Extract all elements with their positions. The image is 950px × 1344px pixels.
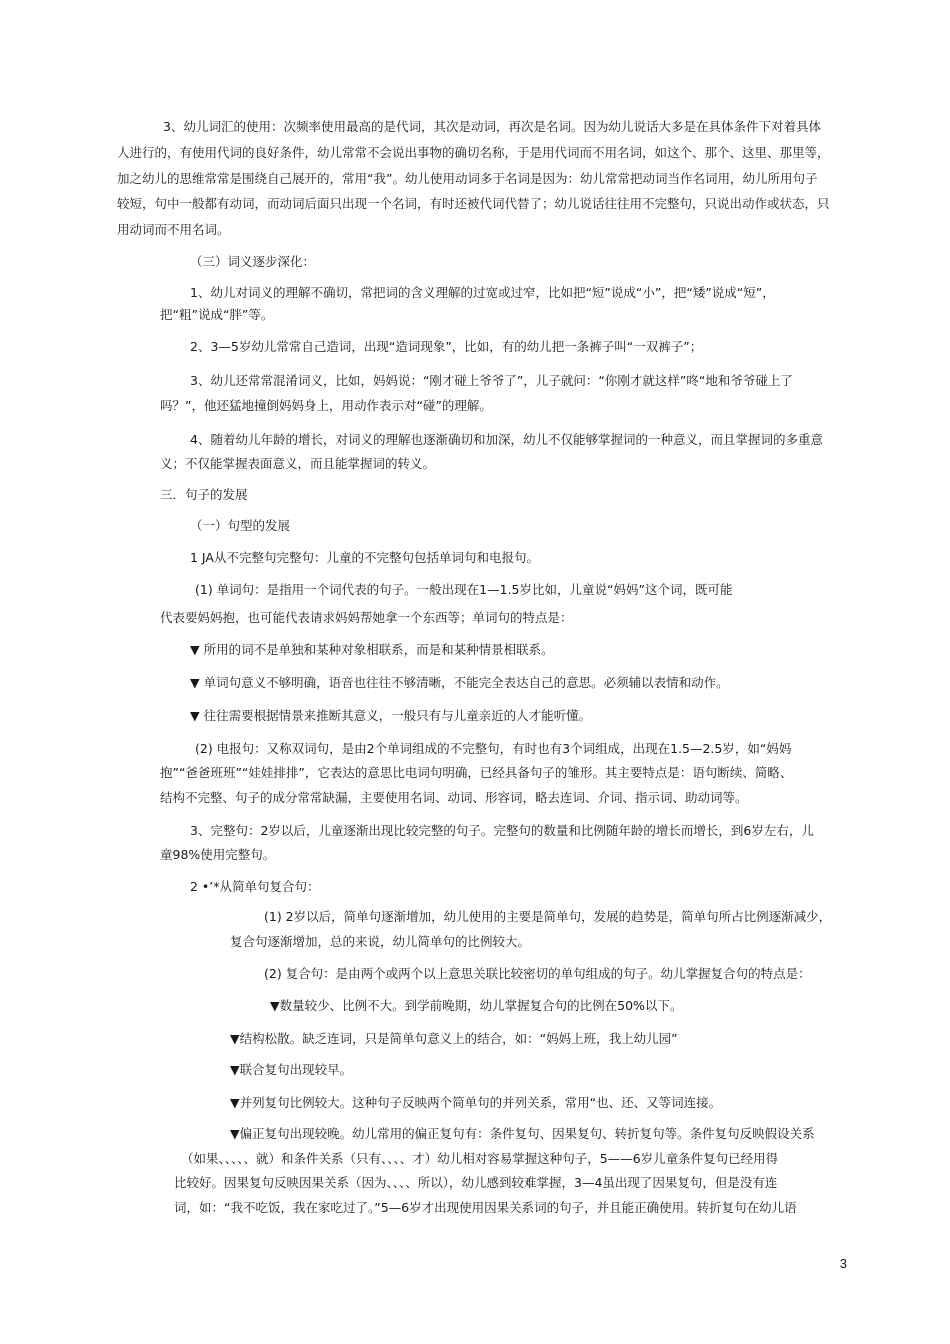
bullet-item: ▼偏正复句出现较晚。幼儿常用的偏正复句有：条件复句、因果复句、转折复句等。条件复句反映假设关系 <box>230 1126 815 1141</box>
text-line: 3、幼儿还常常混淆词义，比如，妈妈说：“刚才碰上爷爷了”，儿子就问：“你刚才就这样”咚“地和爷爷碰上了 <box>190 373 793 388</box>
text-line: 加之幼儿的思维常常是围绕自己展开的，常用“我”。幼儿使用动词多于名词是因为：幼儿常常把动词当作名词用，幼儿所用句子 <box>117 171 818 186</box>
text-line: 人进行的，有使用代词的良好条件，幼儿常常不会说出事物的确切名称，于是用代词而不用名词，如这个、那个、这里、那里等， <box>117 145 830 160</box>
text-line: 1、幼儿对词义的理解不确切，常把词的含义理解的过宽或过窄，比如把“短”说成“小”，把“矮”说成“短”， <box>190 285 775 300</box>
bullet-item: ▼ 单词句意义不够明确，语音也往往不够清晰，不能完全表达自己的意思。必须辅以表情和动作。 <box>190 675 729 690</box>
section-heading: 三．句子的发展 <box>160 487 248 502</box>
text-line: (1) 2岁以后，简单句逐渐增加，幼儿使用的主要是简单句，发展的趋势是，简单句所占比例逐渐减少， <box>264 909 832 924</box>
text-line: 比较好。因果复句反映因果关系（因为、、、、所以），幼儿感到较难掌握，3—4虽出现了因果复句，但是没有连 <box>174 1175 778 1190</box>
text-line: 较短，句中一般都有动词，而动词后面只出现一个名词，有时还被代词代替了；幼儿说话往往用不完整句，只说出动作或状态，只 <box>117 196 830 211</box>
section-heading: 2 •’*从简单句复合句： <box>190 879 320 894</box>
text-line: 3、完整句：2岁以后，儿童逐渐出现比较完整的句子。完整句的数量和比例随年龄的增长而增长，到6岁左右，儿 <box>190 823 814 838</box>
text-line: 结构不完整、句子的成分常常缺漏，主要使用名词、动词、形容词，略去连词、介词、指示词、助动词等。 <box>160 790 748 805</box>
text-line: 代表要妈妈抱，也可能代表请求妈妈帮她拿一个东西等；单词句的特点是： <box>160 610 573 625</box>
text-line: 1 JA从不完整句完整句：儿童的不完整句包括单词句和电报句。 <box>190 550 539 565</box>
text-line: 4、随着幼儿年龄的增长，对词义的理解也逐渐确切和加深，幼儿不仅能够掌握词的一种意义，而且掌握词的多重意 <box>190 432 823 447</box>
text-line: 用动词而不用名词。 <box>117 222 230 237</box>
text-line: 复合句逐渐增加，总的来说，幼儿简单句的比例较大。 <box>230 934 531 949</box>
text-line: 抱”“爸爸班班”“娃娃排排”，它表达的意思比电词句明确，已经具备句子的雏形。其主要特点是：语句断续、简略、 <box>160 765 793 780</box>
page-number: 3 <box>839 1256 847 1271</box>
section-heading: （三）词义逐步深化： <box>190 254 316 269</box>
text-line: 吗？”，他还猛地撞倒妈妈身上，用动作表示对“碰”的理解。 <box>160 398 492 413</box>
text-line: （如果、、、、、就）和条件关系（只有、、、、才）幼儿相对容易掌握这种句子，5——6岁儿童条件复句已经用得 <box>181 1151 779 1166</box>
bullet-item: ▼联合复句出现较早。 <box>230 1062 353 1077</box>
text-line: 3、幼儿词汇的使用：次频率使用最高的是代词，其次是动词，再次是名词。因为幼儿说话大多是在具体条件下对着具体 <box>163 119 821 134</box>
bullet-item: ▼并列复句比例较大。这种句子反映两个简单句的并列关系，常用“也、还、又等词连接。 <box>230 1095 722 1110</box>
text-line: 把“粗”说成“胖”等。 <box>160 307 274 322</box>
text-line: 义；不仅能掌握表面意义，而且能掌握词的转义。 <box>160 456 436 471</box>
text-line: 词，如：“我不吃饭，我在家吃过了。”5—6岁才出现使用因果关系词的句子，并且能正确使用。转折复句在幼儿语 <box>174 1200 797 1215</box>
bullet-item: ▼ 往往需要根据情景来推断其意义，一般只有与儿童亲近的人才能听懂。 <box>190 708 592 723</box>
text-line: 童98%使用完整句。 <box>160 847 276 862</box>
text-line: (1) 单词句：是指用一个词代表的句子。一般出现在1—1.5岁比如，儿童说“妈妈”这个词，既可能 <box>195 582 733 597</box>
section-heading: （一）句型的发展 <box>190 518 291 533</box>
bullet-item: ▼结构松散。缺乏连词，只是简单句意义上的结合，如：“妈妈上班，我上幼儿园” <box>230 1031 678 1046</box>
bullet-item: ▼数量较少、比例不大。到学前晚期，幼儿掌握复合句的比例在50%以下。 <box>270 998 683 1013</box>
text-line: (2) 复合句：是由两个或两个以上意思关联比较密切的单句组成的句子。幼儿掌握复合句的特点是： <box>264 966 811 981</box>
text-line: 2、3—5岁幼儿常常自己造词，出现“造词现象”，比如，有的幼儿把一条裤子叫“一双裤子”； <box>190 339 703 354</box>
bullet-item: ▼ 所用的词不是单独和某种对象相联系，而是和某种情景相联系。 <box>190 642 554 657</box>
text-line: (2) 电报句：又称双词句，是由2个单词组成的不完整句，有时也有3个词组成，出现在1.5—2.5岁，如“妈妈 <box>195 741 792 756</box>
